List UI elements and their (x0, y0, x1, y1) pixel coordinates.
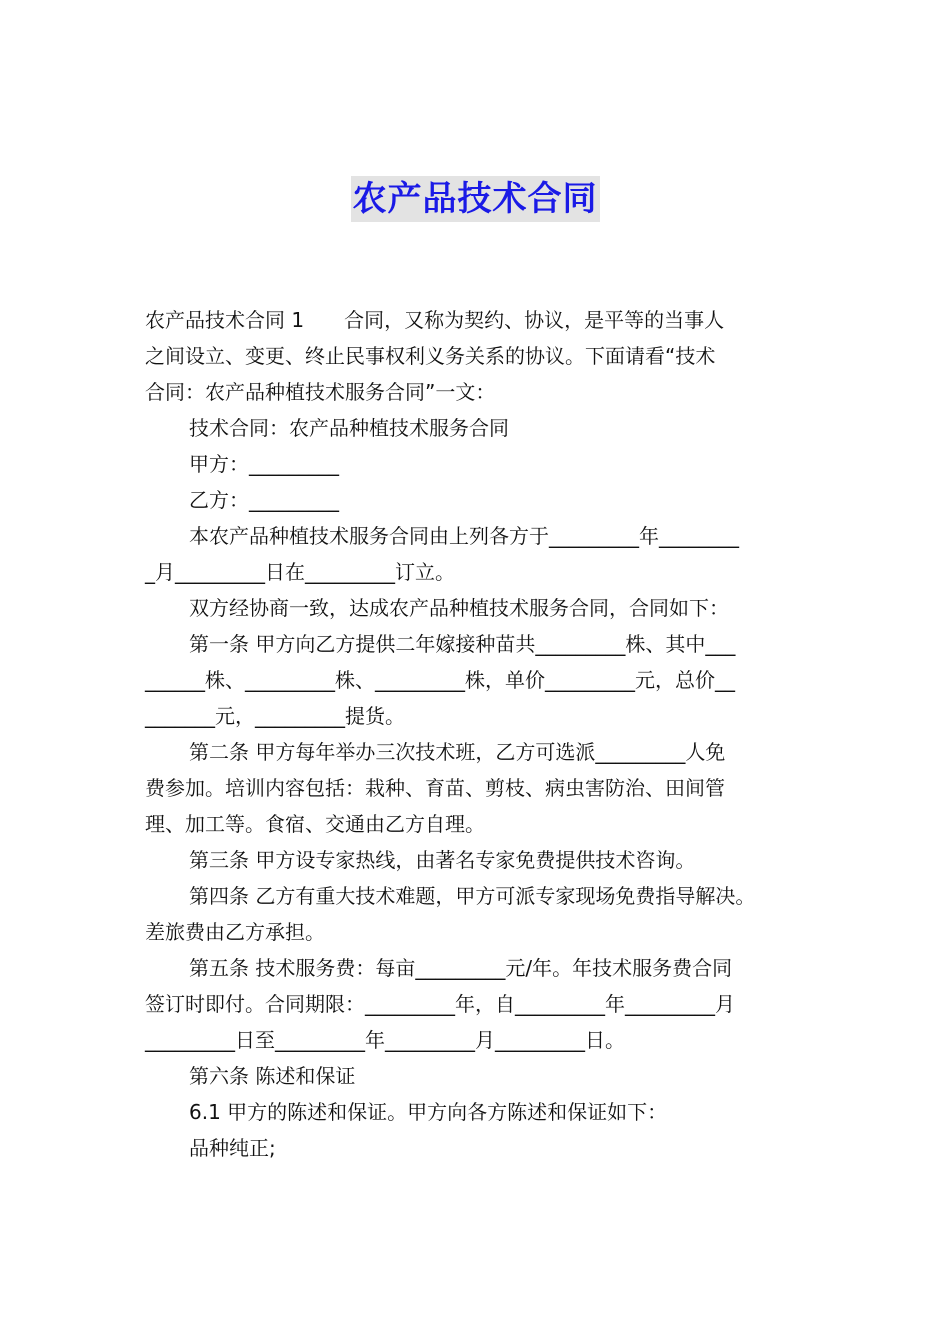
text-line: 乙方：_________ (189, 488, 339, 512)
text-line: 签订时即付。合同期限：_________年，自_________年_________月 (145, 992, 735, 1016)
text-line: 农产品技术合同 1 合同，又称为契约、协议，是平等的当事人 (145, 308, 725, 332)
text-line: 6.1 甲方的陈述和保证。甲方向各方陈述和保证如下： (189, 1100, 668, 1124)
text-line: 费参加。培训内容包括：栽种、育苗、剪枝、病虫害防治、田间管 (145, 776, 725, 800)
text-line: 第四条 乙方有重大技术难题，甲方可派专家现场免费指导解决。 (189, 884, 756, 908)
text-line: _________日至_________年_________月_________日。 (145, 1028, 625, 1052)
text-line: 品种纯正; (189, 1136, 276, 1160)
text-line: 本农产品种植技术服务合同由上列各方于_________年________ (189, 524, 739, 548)
text-line: _月_________日在_________订立。 (145, 560, 455, 584)
text-line: 第三条 甲方设专家热线，由著名专家免费提供技术咨询。 (189, 848, 696, 872)
document-title: 农产品技术合同 (351, 176, 600, 222)
text-line: 甲方：_________ (189, 452, 339, 476)
text-line: 差旅费由乙方承担。 (145, 920, 325, 944)
text-line: 理、加工等。食宿、交通由乙方自理。 (145, 812, 485, 836)
text-line: _______元，_________提货。 (145, 704, 405, 728)
text-line: 第五条 技术服务费：每亩_________元/年。年技术服务费合同 (189, 956, 733, 980)
text-line: 第一条 甲方向乙方提供二年嫁接种苗共_________株、其中___ (189, 632, 736, 656)
document-body (145, 302, 835, 1166)
text-line: 第六条 陈述和保证 (189, 1064, 356, 1088)
title-area (0, 176, 950, 222)
text-line: 双方经协商一致，达成农产品种植技术服务合同，合同如下： (189, 596, 729, 620)
text-line: 技术合同：农产品种植技术服务合同 (189, 416, 509, 440)
text-line: 第二条 甲方每年举办三次技术班，乙方可选派_________人免 (189, 740, 726, 764)
text-line: ______株、_________株、_________株，单价_________元，总价__ (145, 668, 735, 692)
text-line: 合同：农产品种植技术服务合同”一文： (145, 380, 496, 404)
text-line: 之间设立、变更、终止民事权利义务关系的协议。下面请看“技术 (145, 344, 716, 368)
